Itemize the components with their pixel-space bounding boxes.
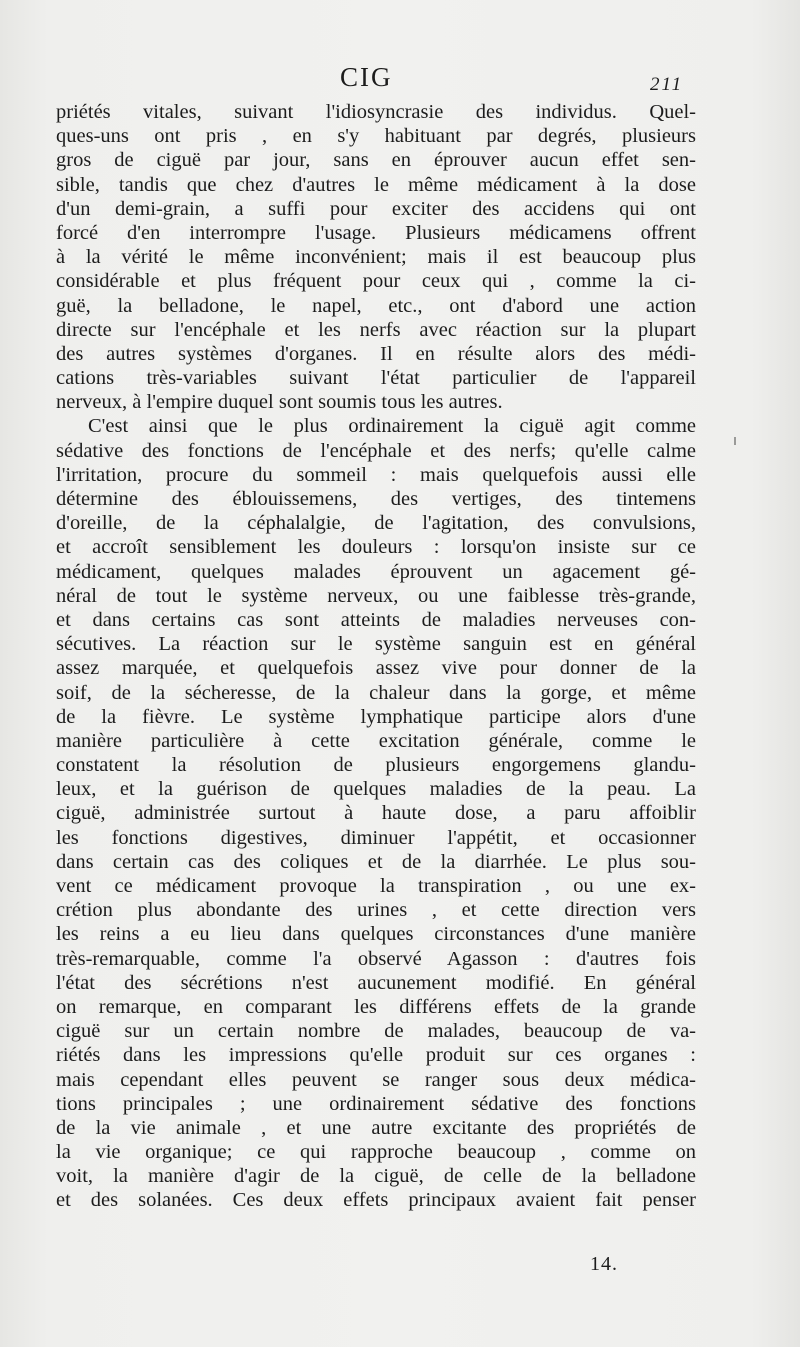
text-line: considérable et plus fréquent pour ceux qui , comme la ci- (56, 270, 696, 293)
text-line: sible, tandis que chez d'autres le même médicament à la dose (56, 173, 696, 196)
text-line: on remarque, en comparant les différens effets de la grande (56, 995, 696, 1018)
text-line: voit, la manière d'agir de la ciguë, de celle de la belladone (56, 1165, 696, 1188)
text-line: mais cependant elles peuvent se ranger sous deux médica- (56, 1068, 696, 1091)
margin-mark (734, 437, 736, 445)
text-line: dans certain cas des coliques et de la diarrhée. Le plus sou- (56, 850, 696, 873)
text-line: sécutives. La réaction sur le système sanguin est en général (56, 633, 696, 656)
text-line: et dans certains cas sont atteints de maladies nerveuses con- (56, 608, 696, 631)
text-line: priétés vitales, suivant l'idiosyncrasie des individus. Quel- (56, 101, 696, 123)
text-line: sédative des fonctions de l'encéphale et des nerfs; qu'elle calme (56, 439, 696, 462)
text-line: ques-uns ont pris , en s'y habituant par degrés, plusieurs (56, 125, 696, 148)
text-line: les fonctions digestives, diminuer l'appétit, et occasionner (56, 826, 696, 849)
text-line: constatent la résolution de plusieurs engorgemens glandu- (56, 754, 696, 777)
text-line: forcé d'en interrompre l'usage. Plusieurs médicamens offrent (56, 221, 696, 244)
text-line: et des solanées. Ces deux effets principaux avaient fait penser (56, 1189, 696, 1212)
text-line: crétion plus abondante des urines , et cette direction vers (56, 899, 696, 922)
text-line: assez marquée, et quelquefois assez vive pour donner de la (56, 657, 696, 680)
text-line: l'irritation, procure du sommeil : mais quelquefois aussi elle (56, 463, 696, 486)
text-line: et accroît sensiblement les douleurs : lorsqu'on insiste sur ce (56, 536, 696, 559)
text-line: l'état des sécrétions n'est aucunement modifié. En général (56, 971, 696, 994)
text-line: de la fièvre. Le système lymphatique participe alors d'une (56, 705, 696, 728)
text-line: néral de tout le système nerveux, ou une faiblesse très-grande, (56, 584, 696, 607)
text-line: soif, de la sécheresse, de la chaleur dans la gorge, et même (56, 681, 696, 704)
text-line: ciguë sur un certain nombre de malades, beaucoup de va- (56, 1020, 696, 1043)
text-line: directe sur l'encéphale et les nerfs avec réaction sur la plupart (56, 318, 696, 341)
text-line: guë, la belladone, le napel, etc., ont d'abord une action (56, 294, 696, 317)
text-line: leux, et la guérison de quelques maladies de la peau. La (56, 778, 696, 801)
body-text (56, 100, 696, 1213)
text-line: les reins a eu lieu dans quelques circonstances d'une manière (56, 923, 696, 946)
text-line: la vie organique; ce qui rapproche beaucoup , comme on (56, 1141, 696, 1164)
running-head (0, 62, 800, 96)
paragraph-end-line: nerveux, à l'empire duquel sont soumis tous les autres. (56, 391, 503, 414)
page-number: 211 (650, 74, 684, 95)
text-line: d'oreille, de la céphalalgie, de l'agitation, des convulsions, (56, 512, 696, 535)
text-line: riétés dans les impressions qu'elle produit sur ces organes : (56, 1044, 696, 1067)
text-line: gros de ciguë par jour, sans en éprouver aucun effet sen- (56, 149, 696, 172)
paragraph-first-line: C'est ainsi que le plus ordinairement la ciguë agit comme (88, 415, 696, 438)
text-line: manière particulière à cette excitation générale, comme le (56, 729, 696, 752)
text-line: détermine des éblouissemens, des vertiges, des tintemens (56, 488, 696, 510)
text-line: cations très-variables suivant l'état particulier de l'appareil (56, 367, 696, 390)
text-line: vent ce médicament provoque la transpiration , ou une ex- (56, 875, 696, 897)
text-line: ciguë, administrée surtout à haute dose, a paru affoiblir (56, 802, 696, 825)
text-line: tions principales ; une ordinairement sédative des fonctions (56, 1092, 696, 1115)
running-head-title: CIG (340, 62, 393, 92)
text-line: de la vie animale , et une autre excitante des propriétés de (56, 1116, 696, 1139)
text-line: très-remarquable, comme l'a observé Agasson : d'autres fois (56, 947, 696, 970)
text-line: des autres systèmes d'organes. Il en résulte alors des médi- (56, 342, 696, 365)
signature-mark: 14. (590, 1253, 618, 1275)
text-line: d'un demi-grain, a suffi pour exciter des accidens qui ont (56, 197, 696, 220)
text-line: à la vérité le même inconvénient; mais il est beaucoup plus (56, 246, 696, 269)
text-line: médicament, quelques malades éprouvent un agacement gé- (56, 560, 696, 583)
